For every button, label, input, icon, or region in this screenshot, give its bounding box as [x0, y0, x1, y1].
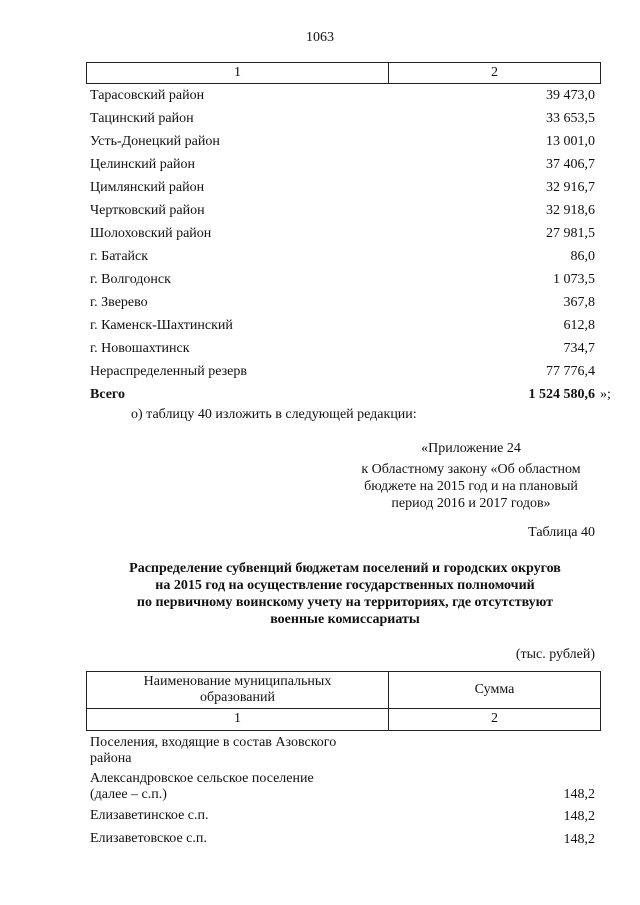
row-name	[90, 735, 390, 767]
table2-col2-number: 2	[491, 711, 498, 726]
row-name: Усть-Донецкий район	[90, 134, 220, 149]
table-row	[90, 157, 595, 177]
row-name: Цимлянский район	[90, 180, 205, 195]
table-row	[90, 226, 595, 246]
row-name	[90, 808, 390, 824]
table2-header	[86, 671, 601, 731]
row-value: 612,8	[563, 318, 595, 333]
table-row	[90, 272, 595, 292]
row-name: Тарасовский район	[90, 88, 205, 103]
row-value: 148,2	[563, 787, 595, 802]
table-row	[90, 111, 595, 131]
table-row	[90, 134, 595, 154]
row-value: 33 653,5	[546, 111, 595, 126]
row-name: г. Новошахтинск	[90, 341, 190, 356]
row-value: 148,2	[563, 809, 595, 824]
title-line: по первичному воинскому учету на территориях, где отсутствуют	[136, 595, 554, 610]
instruction-text: о) таблицу 40 изложить в следующей редакции:	[131, 407, 417, 422]
total-label: Всего	[90, 387, 125, 402]
row-value: 32 916,7	[546, 180, 595, 195]
row-name-line: Елизаветинское с.п.	[90, 808, 209, 823]
row-value: 148,2	[563, 832, 595, 847]
row-name: Целинский район	[90, 157, 195, 172]
table1-col2-number: 2	[491, 65, 498, 80]
row-name: г. Каменск-Шахтинский	[90, 318, 233, 333]
table-row	[90, 341, 595, 361]
document-title	[80, 560, 610, 628]
row-name: Тацинский район	[90, 111, 194, 126]
table-row	[90, 180, 595, 200]
row-value: 39 473,0	[546, 88, 595, 103]
row-name: г. Волгодонск	[90, 272, 171, 287]
table-row	[90, 808, 595, 825]
appendix-line: к Областному закону «Об областном	[361, 462, 581, 477]
row-name: Шолоховский район	[90, 226, 212, 241]
table-row	[90, 735, 595, 767]
total-row	[90, 387, 595, 407]
header-line: образований	[200, 690, 275, 705]
row-name: г. Зверево	[90, 295, 148, 310]
header-line: Наименование муниципальных	[143, 674, 332, 689]
row-value: 86,0	[570, 249, 595, 264]
appendix-line: бюджете на 2015 год и на плановый	[364, 479, 578, 494]
table-row	[90, 203, 595, 223]
row-value: 27 981,5	[546, 226, 595, 241]
title-line: военные комиссариаты	[270, 612, 420, 627]
row-name-line: Александровское сельское поселение	[90, 771, 314, 786]
total-value: 1 524 580,6	[528, 387, 595, 402]
closing-quote: »;	[600, 387, 611, 402]
row-name-line: Елизаветовское с.п.	[90, 831, 207, 846]
table-label: Таблица 40	[528, 525, 595, 540]
table1-col1-number: 1	[234, 65, 241, 80]
header-sum: Сумма	[474, 682, 515, 697]
page-number: 1063	[306, 30, 334, 45]
row-name	[90, 831, 390, 847]
table-row	[90, 831, 595, 848]
row-value: 367,8	[563, 295, 595, 310]
row-name: Нераспределенный резерв	[90, 364, 247, 379]
table-row	[90, 318, 595, 338]
appendix-reference	[340, 440, 602, 512]
table1-header	[86, 62, 601, 84]
table-row	[90, 295, 595, 315]
row-value: 1 073,5	[553, 272, 595, 287]
table-row	[90, 88, 595, 108]
row-value: 13 001,0	[546, 134, 595, 149]
table-row	[90, 364, 595, 384]
units-label: (тыс. рублей)	[515, 647, 595, 662]
row-value: 32 918,6	[546, 203, 595, 218]
header-municipality	[87, 674, 388, 706]
row-name-line: Поселения, входящие в состав Азовского	[90, 735, 337, 750]
row-value: 77 776,4	[546, 364, 595, 379]
row-name	[90, 771, 390, 803]
appendix-title: «Приложение 24	[421, 441, 521, 456]
appendix-line: период 2016 и 2017 годов»	[391, 496, 551, 511]
row-name-line: (далее – с.п.)	[90, 787, 167, 802]
title-line: на 2015 год на осуществление государственных полномочий	[155, 578, 535, 593]
row-name: Чертковский район	[90, 203, 205, 218]
table-row	[90, 249, 595, 269]
row-value: 37 406,7	[546, 157, 595, 172]
row-name: г. Батайск	[90, 249, 149, 264]
row-name-line: района	[90, 751, 132, 766]
table-row	[90, 771, 595, 803]
row-value: 734,7	[563, 341, 595, 356]
title-line: Распределение субвенций бюджетам поселений и городских округов	[129, 561, 561, 576]
table2-col1-number: 1	[234, 711, 241, 726]
